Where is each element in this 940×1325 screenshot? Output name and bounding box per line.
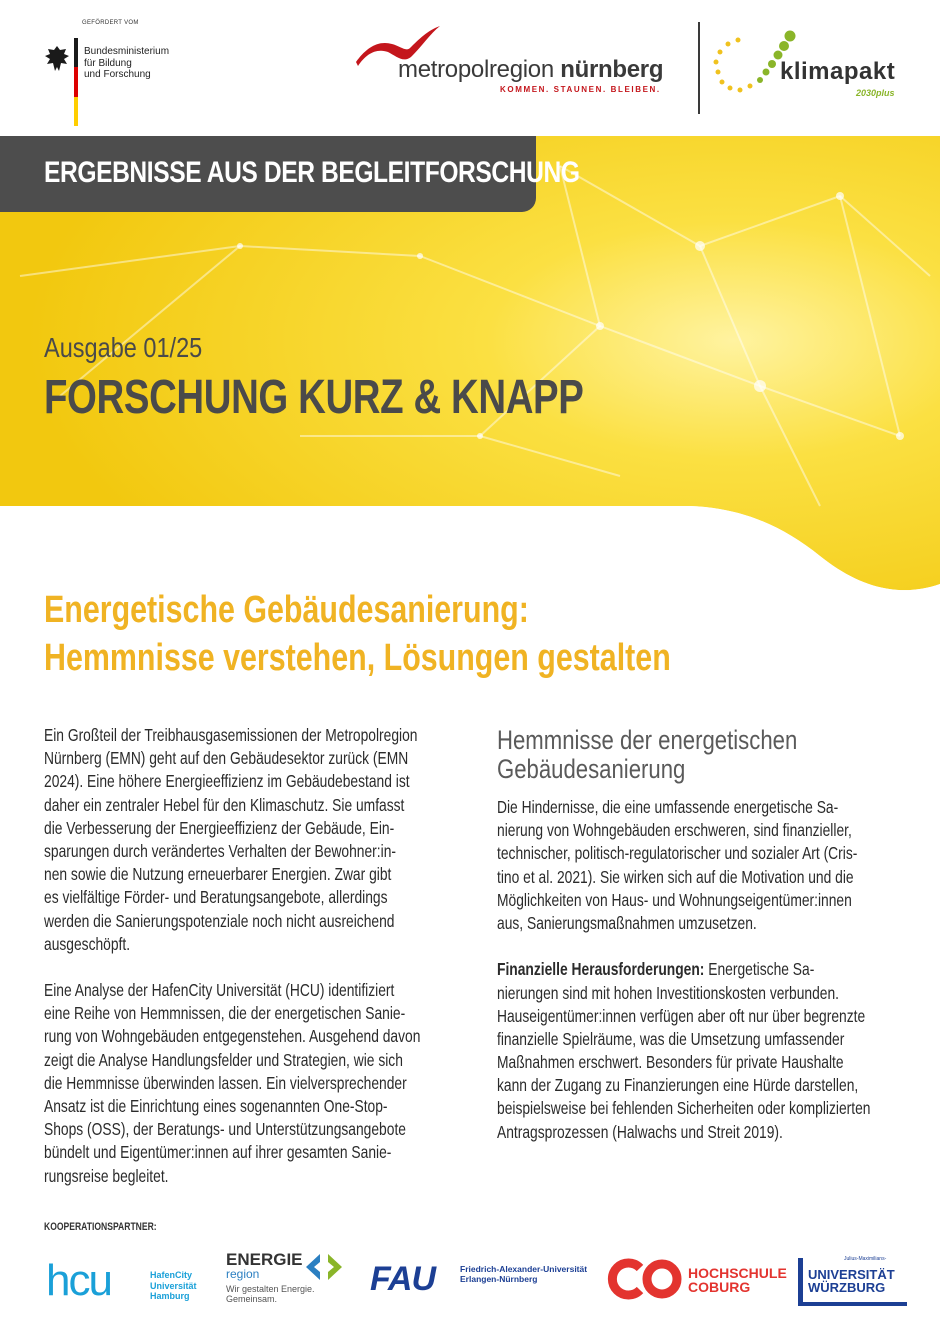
text-line: bündelt und Eigentümer:innen auf ihrer gesamten Sanie- <box>44 1142 392 1163</box>
uni-wuerzburg-logo: Julius-Maximilians- UNIVERSITÄT WÜRZBURG <box>798 1256 918 1302</box>
hcu-name: HafenCity Universität Hamburg <box>150 1270 197 1301</box>
energieregion-logo: ENERGIE region Wir gestalten Energie. Gemeinsam. <box>224 1250 364 1310</box>
text-line: es vielfältige Förder- und Beratungsangebote, allerdings <box>44 887 388 908</box>
section-subheading: Hemmnisse der energetischen Gebäudesanierung <box>497 725 798 784</box>
text-line: tino et al. 2021). Sie wirken sich auf die Motivation und die <box>497 866 854 887</box>
text-line: Shops (OSS), der Beratungs- und Unterstützungsangebote <box>44 1119 406 1140</box>
text-line: Ansatz ist die Einrichtung eines sogenannten One-Stop- <box>44 1096 388 1116</box>
text-line: Finanzielle Herausforderungen: Energetische Sa- <box>497 959 815 980</box>
text-line: Hauseigentümer:innen verfügen aber oft nur über begrenzte <box>497 1005 866 1026</box>
metropolregion-logo <box>352 22 682 102</box>
fau-logo <box>370 1260 600 1300</box>
headline-line: Energetische Gebäudesanierung: <box>44 589 529 631</box>
text-line: daher ein zentraler Hebel für den Klimaschutz. Sie umfasst <box>44 794 405 815</box>
funded-by-label: GEFÖRDERT VOM <box>82 20 139 26</box>
text-line: werden die Sanierungspotenziale noch nicht ausreichend <box>44 910 395 931</box>
text-line: Maßnahmen erschwert. Besonders für private Haushalte <box>497 1052 844 1073</box>
partners-label: KOOPERATIONSPARTNER: <box>44 1221 157 1233</box>
text-line: zeigt die Analyse Handlungsfelder und Strategien, wie sich <box>44 1049 403 1070</box>
right-column <box>497 796 917 1144</box>
publication-title: FORSCHUNG KURZ & KNAPP <box>44 371 584 424</box>
text-line: Nürnberg (EMN) geht auf den Gebäudesektor zurück (EMN <box>44 748 409 769</box>
text-line: kann der Zugang zu Finanzierungen eine Hürde darstellen, <box>497 1075 859 1096</box>
coburg-name: HOCHSCHULE COBURG <box>688 1265 787 1295</box>
logo-divider <box>698 22 700 114</box>
klimapakt-name: klimapakt <box>780 58 896 85</box>
german-flag-stripe <box>74 38 78 126</box>
hochschule-coburg-logo <box>606 1258 786 1302</box>
text-line: die Verbesserung der Energieeffizienz der Gebäude, Ein- <box>44 817 395 838</box>
federal-eagle-icon <box>44 44 70 74</box>
text-line: finanzielle Spielräume, was die Umsetzung umfassender <box>497 1028 845 1049</box>
issue-number: Ausgabe 01/25 <box>44 332 203 363</box>
bmbf-logo <box>44 20 194 110</box>
fau-wordmark: FAU <box>370 1260 435 1298</box>
text-line: Möglichkeiten von Haus- und Wohnungseigentümer:innen <box>497 889 852 910</box>
main-headline <box>44 586 924 682</box>
text-line: eine Reihe von Hemmnissen, die der energetischen Sanie- <box>44 1003 406 1024</box>
text-line: aus, Sanierungsmaßnahmen umzusetzen. <box>497 912 757 933</box>
wuerzburg-name: UNIVERSITÄT WÜRZBURG <box>808 1267 895 1295</box>
text-line: nierung von Wohngebäuden erschweren, sind finanzieller, <box>497 820 852 841</box>
left-column <box>44 724 464 1188</box>
text-line: Antragsprozessen (Halwachs und Streit 2019). <box>497 1121 783 1142</box>
energieregion-arrows-icon <box>300 1250 348 1284</box>
text-line: Ein Großteil der Treibhausgasemissionen der Metropolregion <box>44 725 418 745</box>
text-line: beispielsweise bei fehlenden Sicherheiten oder komplizierten <box>497 1098 871 1119</box>
text-line: Die Hindernisse, die eine umfassende energetische Sa- <box>497 797 839 817</box>
bmbf-name: Bundesministerium für Bildung und Forschung <box>84 46 170 80</box>
metropolregion-name: metropolregion nürnberg <box>398 56 664 83</box>
text-line: 2024). Eine höhere Energieeffizienz im Gebäudebestand ist <box>44 771 410 792</box>
fau-name: Friedrich-Alexander-Universität Erlangen-Nürnberg <box>460 1264 588 1284</box>
hcu-logo <box>46 1256 206 1306</box>
text-line: rungsreise begleitet. <box>44 1165 169 1186</box>
series-label-bar <box>0 136 580 212</box>
text-line: rung von Wohngebäuden entgegenstehen. Ausgehend davon <box>44 1026 421 1047</box>
text-line: ausgeschöpft. <box>44 933 131 954</box>
series-label: ERGEBNISSE AUS DER BEGLEITFORSCHUNG <box>44 156 580 189</box>
text-line: nen sowie die Nutzung erneuerbarer Energien. Zwar gibt <box>44 864 392 885</box>
text-line: nierungen sind mit hohen Investitionskosten verbunden. <box>497 982 840 1003</box>
hcu-wordmark: hcu <box>46 1256 111 1305</box>
coburg-co-icon <box>606 1258 686 1300</box>
headline-line: Hemmnisse verstehen, Lösungen gestalten <box>44 637 671 679</box>
inline-heading: Finanzielle Herausforderungen: <box>497 959 705 980</box>
text-line: sparungen durch verändertes Verhalten der Bewohner:in- <box>44 840 396 861</box>
text-line: Eine Analyse der HafenCity Universität (HCU) identifiziert <box>44 980 395 1001</box>
klimapakt-logo <box>708 22 918 108</box>
text-line: technischer, politisch-regulatorischer und sozialer Art (Cris- <box>497 843 858 864</box>
metropolregion-slogan: KOMMEN. STAUNEN. BLEIBEN. <box>500 85 661 94</box>
klimapakt-subtitle: 2030plus <box>856 88 895 98</box>
text-line: die Hemmnisse überwinden lassen. Ein vielversprechender <box>44 1072 407 1093</box>
